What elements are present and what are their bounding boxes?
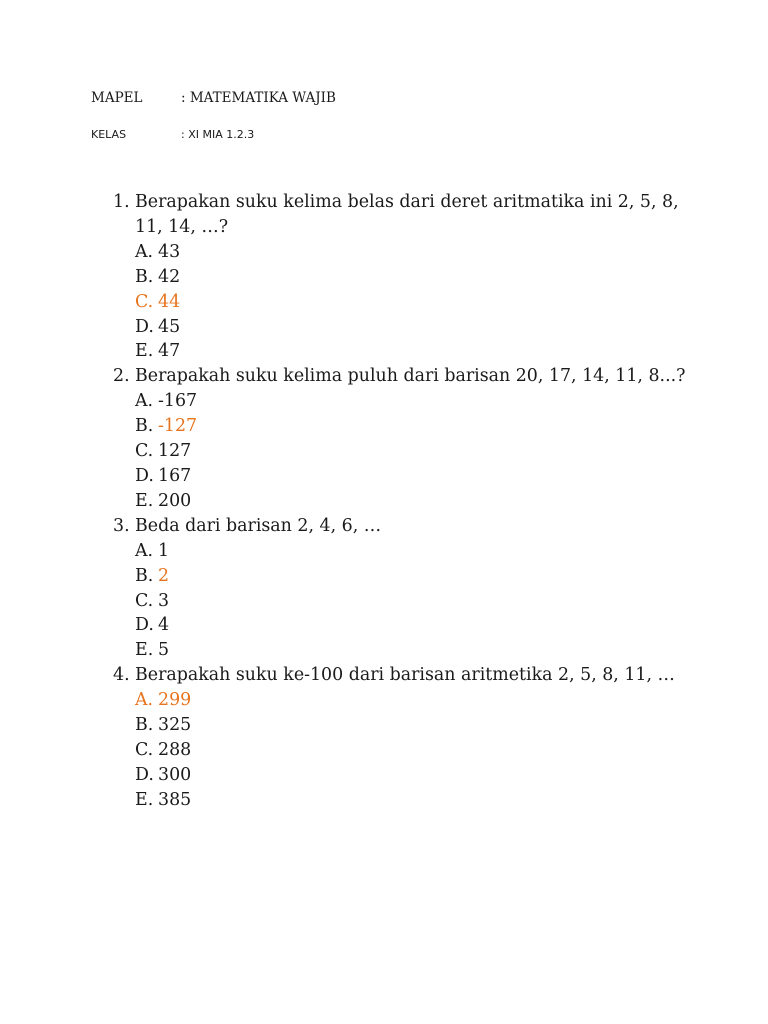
option-value: 2 — [158, 565, 170, 586]
option-item — [135, 613, 693, 638]
option-letter: D. — [135, 615, 154, 636]
option-item — [135, 738, 693, 763]
option-letter: C. — [135, 590, 154, 611]
option-value: 47 — [158, 341, 181, 362]
answer-option — [135, 564, 693, 589]
option-item — [135, 763, 693, 788]
option-value: 43 — [158, 241, 181, 262]
option-letter: B. — [135, 416, 154, 437]
option-item — [135, 713, 693, 738]
mapel-row — [91, 90, 691, 112]
option-item — [135, 788, 693, 813]
option-item — [135, 315, 693, 340]
question-text: Berapakah suku kelima puluh dari barisan 20, 17, 14, 11, 8...? — [135, 366, 686, 387]
question-text: Berapakan suku kelima belas dari deret aritmatika ini 2, 5, 8, 11, 14, …? — [135, 192, 679, 237]
question-item — [113, 190, 693, 364]
option-value: 44 — [158, 291, 181, 312]
option-value: 200 — [158, 490, 192, 511]
option-value: 42 — [158, 266, 181, 287]
kelas-label: KELAS — [91, 128, 127, 141]
mapel-label: MAPEL — [91, 90, 143, 106]
option-value: -167 — [158, 391, 198, 412]
document-header — [91, 90, 691, 148]
option-letter: E. — [135, 341, 154, 362]
question-number: 2. — [113, 366, 130, 387]
option-item — [135, 589, 693, 614]
option-value: 5 — [158, 640, 170, 661]
option-value: 127 — [158, 441, 192, 462]
option-value: 1 — [158, 540, 170, 561]
option-letter: D. — [135, 465, 154, 486]
question-list — [113, 190, 693, 813]
kelas-row — [91, 126, 691, 148]
option-item — [135, 464, 693, 489]
option-item — [135, 240, 693, 265]
option-value: 288 — [158, 739, 192, 760]
question-item — [113, 514, 693, 663]
question-number: 3. — [113, 515, 130, 536]
option-item — [135, 638, 693, 663]
option-value: 4 — [158, 615, 170, 636]
option-value: 300 — [158, 764, 192, 785]
answer-option — [135, 290, 693, 315]
option-letter: C. — [135, 739, 154, 760]
option-letter: C. — [135, 291, 154, 312]
option-item — [135, 439, 693, 464]
option-value: -127 — [158, 416, 198, 437]
option-letter: B. — [135, 715, 154, 736]
option-letter: A. — [135, 241, 154, 262]
option-value: 299 — [158, 690, 192, 711]
option-letter: A. — [135, 690, 154, 711]
option-value: 45 — [158, 316, 181, 337]
option-item — [135, 389, 693, 414]
question-number: 1. — [113, 192, 130, 212]
option-value: 3 — [158, 590, 170, 611]
option-item — [135, 489, 693, 514]
option-letter: E. — [135, 490, 154, 511]
question-text: Berapakah suku ke-100 dari barisan aritmetika 2, 5, 8, 11, … — [135, 665, 675, 686]
option-value: 167 — [158, 465, 192, 486]
question-number: 4. — [113, 665, 130, 686]
mapel-value: : MATEMATIKA WAJIB — [181, 90, 336, 106]
option-letter: E. — [135, 789, 154, 810]
option-letter: B. — [135, 266, 154, 287]
answer-option — [135, 414, 693, 439]
option-letter: C. — [135, 441, 154, 462]
option-letter: E. — [135, 640, 154, 661]
option-value: 385 — [158, 789, 192, 810]
option-item — [135, 265, 693, 290]
option-value: 325 — [158, 715, 192, 736]
question-item — [113, 663, 693, 812]
kelas-value: : XI MIA 1.2.3 — [181, 128, 255, 141]
option-item — [135, 539, 693, 564]
option-item — [135, 339, 693, 364]
option-letter: B. — [135, 565, 154, 586]
option-letter: D. — [135, 316, 154, 337]
question-text: Beda dari barisan 2, 4, 6, … — [135, 515, 382, 536]
option-letter: A. — [135, 391, 154, 412]
option-letter: D. — [135, 764, 154, 785]
option-letter: A. — [135, 540, 154, 561]
question-item — [113, 364, 693, 513]
answer-option — [135, 688, 693, 713]
